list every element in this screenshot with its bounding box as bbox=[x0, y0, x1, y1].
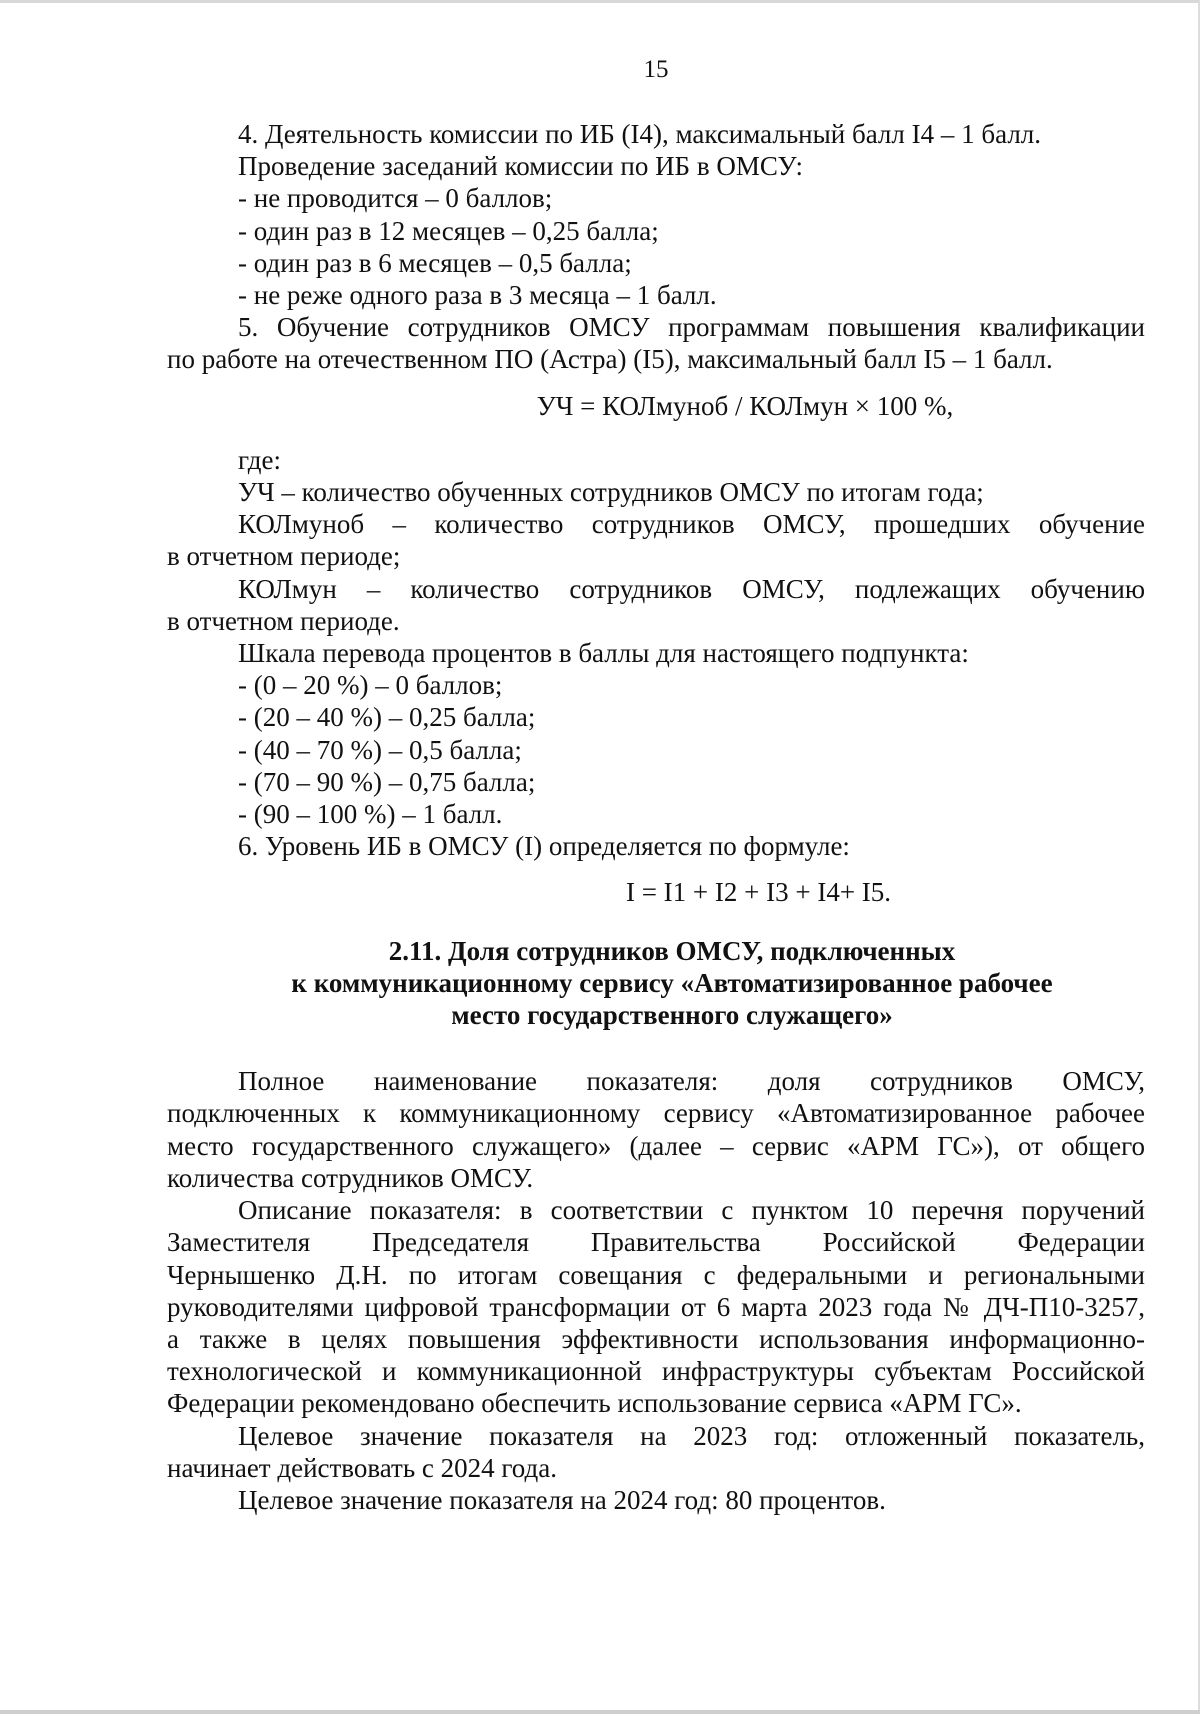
scale-option: - (20 – 40 %) – 0,25 балла; bbox=[238, 702, 536, 733]
definition-kolmun-line1: КОЛмун – количество сотрудников ОМСУ, подлежащих обучению bbox=[238, 573, 1145, 604]
item-4-option: - не проводится – 0 баллов; bbox=[238, 183, 553, 214]
document-body bbox=[167, 118, 1145, 1516]
scale-option: - (40 – 70 %) – 0,5 балла; bbox=[238, 734, 522, 765]
scale-option: - (70 – 90 %) – 0,75 балла; bbox=[238, 766, 536, 797]
target-2024: Целевое значение показателя на 2024 год: 80 процентов. bbox=[238, 1484, 886, 1515]
description-line: а также в целях повышения эффективности использования информационно- bbox=[167, 1323, 1145, 1354]
item-4-option: - один раз в 12 месяцев – 0,25 балла; bbox=[238, 215, 659, 246]
full-name-line: Полное наименование показателя: доля сотрудников ОМСУ, bbox=[238, 1066, 1145, 1097]
target-2023-line1: Целевое значение показателя на 2023 год: отложенный показатель, bbox=[238, 1420, 1145, 1451]
description-line: Заместителя Председателя Правительства Российской Федерации bbox=[167, 1227, 1145, 1258]
scan-edge-bottom bbox=[0, 1710, 1200, 1714]
description-line: Федерации рекомендовано обеспечить использование сервиса «АРМ ГС». bbox=[167, 1388, 1022, 1419]
item-5-title-line1: 5. Обучение сотрудников ОМСУ программам повышения квалификации bbox=[238, 312, 1145, 343]
item-6-title: 6. Уровень ИБ в ОМСУ (I) определяется по формуле: bbox=[238, 831, 850, 862]
item-4-title: 4. Деятельность комиссии по ИБ (I4), максимальный балл I4 – 1 балл. bbox=[238, 119, 1042, 149]
description-line: Чернышенко Д.Н. по итогам совещания с федеральными и региональными bbox=[167, 1259, 1145, 1290]
definition-kolmun-line2: в отчетном периоде. bbox=[167, 605, 400, 636]
scale-intro: Шкала перевода процентов в баллы для настоящего подпункта: bbox=[238, 638, 969, 669]
description-line: технологической и коммуникационной инфраструктуры субъектам Российской bbox=[167, 1356, 1145, 1387]
section-heading-line1: 2.11. Доля сотрудников ОМСУ, подключенных bbox=[388, 935, 956, 966]
item-4-option: - не реже одного раза в 3 месяца – 1 балл. bbox=[238, 280, 717, 311]
target-2023-line2: начинает действовать с 2024 года. bbox=[167, 1452, 557, 1483]
formula-i: I = I1 + I2 + I3 + I4+ I5. bbox=[625, 877, 892, 908]
definition-uch: УЧ – количество обученных сотрудников ОМСУ по итогам года; bbox=[238, 477, 984, 508]
definition-kolmunob-line2: в отчетном периоде; bbox=[167, 541, 401, 572]
item-5-title-line2: по работе на отечественном ПО (Астра) (I5), максимальный балл I5 – 1 балл. bbox=[167, 344, 1053, 375]
scale-option: - (0 – 20 %) – 0 баллов; bbox=[238, 670, 503, 701]
where-label: где: bbox=[238, 444, 281, 475]
full-name-line: место государственного служащего» (далее – сервис «АРМ ГС»), от общего bbox=[167, 1130, 1145, 1161]
section-heading-line3: место государственного служащего» bbox=[451, 1000, 893, 1031]
scan-edge-top bbox=[0, 0, 1200, 3]
item-4-option: - один раз в 6 месяцев – 0,5 балла; bbox=[238, 247, 632, 278]
full-name-line: количества сотрудников ОМСУ. bbox=[167, 1162, 534, 1193]
description-line: руководителями цифровой трансформации от 6 марта 2023 года № ДЧ-П10-3257, bbox=[167, 1291, 1145, 1322]
section-heading-line2: к коммуникационному сервису «Автоматизированное рабочее bbox=[291, 967, 1053, 998]
formula-uch: УЧ = КОЛмуноб / КОЛмун × 100 %, bbox=[536, 390, 954, 421]
description-line: Описание показателя: в соответствии с пунктом 10 перечня поручений bbox=[238, 1195, 1145, 1226]
definition-kolmunob-line1: КОЛмуноб – количество сотрудников ОМСУ, прошедших обучение bbox=[238, 509, 1145, 540]
scale-option: - (90 – 100 %) – 1 балл. bbox=[238, 799, 503, 830]
full-name-line: подключенных к коммуникационному сервису «Автоматизированное рабочее bbox=[167, 1098, 1145, 1129]
section-heading bbox=[167, 935, 1145, 1032]
item-4-intro: Проведение заседаний комиссии по ИБ в ОМСУ: bbox=[238, 151, 804, 182]
page-number: 15 bbox=[643, 56, 669, 83]
